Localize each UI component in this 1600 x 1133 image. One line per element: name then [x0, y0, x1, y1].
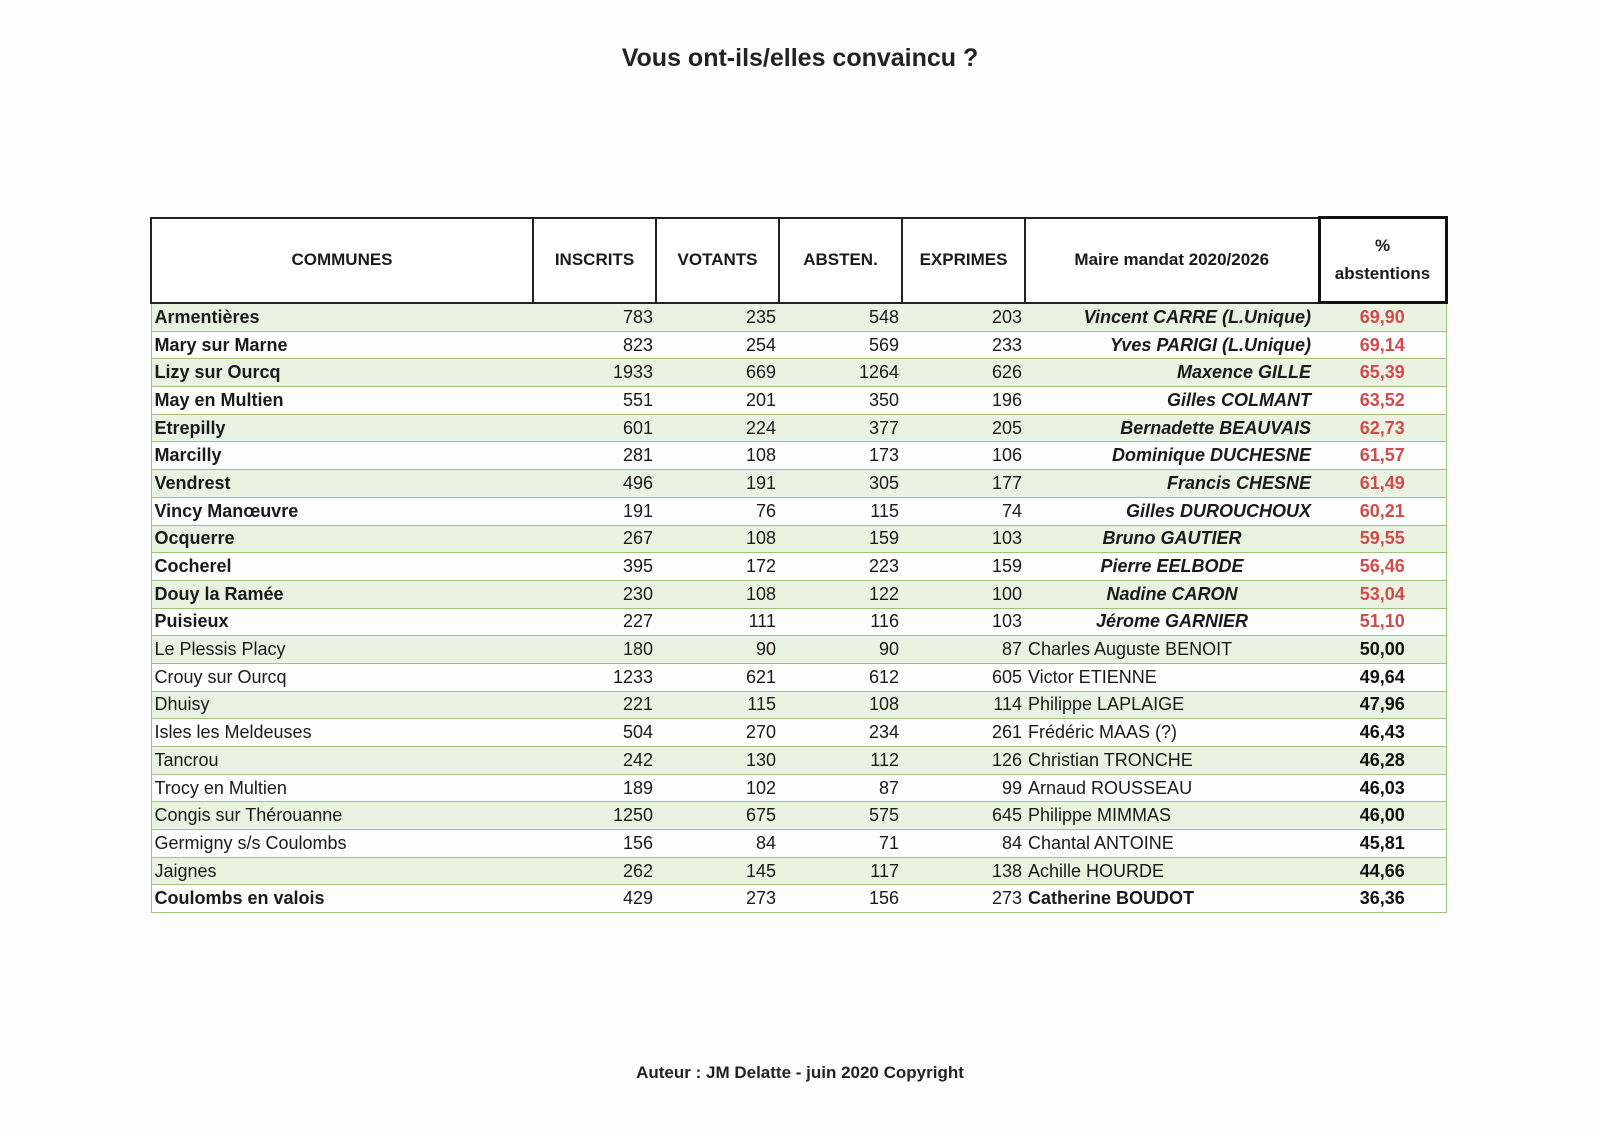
cell-inscrits: 230: [533, 580, 656, 608]
cell-maire: Philippe MIMMAS: [1025, 802, 1319, 830]
cell-exprimes: 103: [902, 525, 1025, 553]
cell-pct-abstentions: 61,49: [1319, 470, 1446, 498]
cell-commune: Mary sur Marne: [151, 331, 533, 359]
cell-maire: Frédéric MAAS (?): [1025, 719, 1319, 747]
cell-absten: 112: [779, 747, 902, 775]
cell-commune: May en Multien: [151, 387, 533, 415]
cell-absten: 115: [779, 497, 902, 525]
cell-maire: Pierre EELBODE: [1025, 553, 1319, 581]
cell-absten: 156: [779, 885, 902, 913]
cell-commune: Douy la Ramée: [151, 580, 533, 608]
page-title: Vous ont-ils/elles convaincu ?: [621, 44, 979, 72]
cell-pct-abstentions: 46,00: [1319, 802, 1446, 830]
cell-absten: 87: [779, 774, 902, 802]
table-row: [151, 663, 1446, 691]
cell-inscrits: 191: [533, 497, 656, 525]
cell-votants: 273: [656, 885, 779, 913]
cell-absten: 234: [779, 719, 902, 747]
cell-votants: 191: [656, 470, 779, 498]
header-exprimes: EXPRIMES: [902, 218, 1025, 303]
cell-commune: Vincy Manœuvre: [151, 497, 533, 525]
cell-pct-abstentions: 46,43: [1319, 719, 1446, 747]
table-row: [151, 802, 1446, 830]
cell-maire: Catherine BOUDOT: [1025, 885, 1319, 913]
cell-absten: 117: [779, 857, 902, 885]
cell-exprimes: 196: [902, 387, 1025, 415]
cell-commune: Coulombs en valois: [151, 885, 533, 913]
cell-exprimes: 205: [902, 414, 1025, 442]
cell-inscrits: 496: [533, 470, 656, 498]
cell-exprimes: 203: [902, 303, 1025, 332]
cell-votants: 102: [656, 774, 779, 802]
cell-maire: Dominique DUCHESNE: [1025, 442, 1319, 470]
cell-pct-abstentions: 63,52: [1319, 387, 1446, 415]
cell-absten: 223: [779, 553, 902, 581]
header-communes: COMMUNES: [151, 218, 533, 303]
table-row: [151, 359, 1446, 387]
cell-inscrits: 262: [533, 857, 656, 885]
cell-exprimes: 103: [902, 608, 1025, 636]
table-row: [151, 470, 1446, 498]
cell-pct-abstentions: 69,14: [1319, 331, 1446, 359]
cell-maire: Bernadette BEAUVAIS: [1025, 414, 1319, 442]
cell-pct-abstentions: 36,36: [1319, 885, 1446, 913]
cell-votants: 76: [656, 497, 779, 525]
table-row: [151, 580, 1446, 608]
cell-maire: Victor ETIENNE: [1025, 663, 1319, 691]
cell-commune: Dhuisy: [151, 691, 533, 719]
cell-votants: 108: [656, 442, 779, 470]
cell-exprimes: 273: [902, 885, 1025, 913]
cell-maire: Nadine CARON: [1025, 580, 1319, 608]
cell-commune: Armentières: [151, 303, 533, 332]
cell-votants: 270: [656, 719, 779, 747]
cell-exprimes: 114: [902, 691, 1025, 719]
cell-commune: Lizy sur Ourcq: [151, 359, 533, 387]
cell-pct-abstentions: 69,90: [1319, 303, 1446, 332]
cell-absten: 1264: [779, 359, 902, 387]
table-row: [151, 608, 1446, 636]
cell-pct-abstentions: 51,10: [1319, 608, 1446, 636]
cell-votants: 669: [656, 359, 779, 387]
cell-inscrits: 783: [533, 303, 656, 332]
table-row: [151, 691, 1446, 719]
results-table: [150, 216, 1448, 913]
cell-commune: Vendrest: [151, 470, 533, 498]
cell-votants: 108: [656, 580, 779, 608]
table-body: [151, 303, 1446, 913]
cell-exprimes: 261: [902, 719, 1025, 747]
cell-votants: 201: [656, 387, 779, 415]
cell-commune: Crouy sur Ourcq: [151, 663, 533, 691]
cell-votants: 90: [656, 636, 779, 664]
cell-maire: Christian TRONCHE: [1025, 747, 1319, 775]
cell-commune: Puisieux: [151, 608, 533, 636]
cell-votants: 84: [656, 830, 779, 858]
header-inscrits: INSCRITS: [533, 218, 656, 303]
cell-exprimes: 100: [902, 580, 1025, 608]
cell-absten: 575: [779, 802, 902, 830]
table-row: [151, 857, 1446, 885]
table-row: [151, 774, 1446, 802]
cell-pct-abstentions: 50,00: [1319, 636, 1446, 664]
cell-exprimes: 138: [902, 857, 1025, 885]
cell-votants: 115: [656, 691, 779, 719]
cell-inscrits: 1250: [533, 802, 656, 830]
cell-inscrits: 1233: [533, 663, 656, 691]
cell-commune: Ocquerre: [151, 525, 533, 553]
cell-maire: Chantal ANTOINE: [1025, 830, 1319, 858]
cell-absten: 159: [779, 525, 902, 553]
header-votants: VOTANTS: [656, 218, 779, 303]
cell-maire: Bruno GAUTIER: [1025, 525, 1319, 553]
table-row: [151, 719, 1446, 747]
footer-credit: Auteur : JM Delatte - juin 2020 Copyright: [636, 1063, 964, 1082]
table-row: [151, 636, 1446, 664]
cell-inscrits: 429: [533, 885, 656, 913]
header-pct-abstentions: [1319, 218, 1446, 303]
cell-maire: Maxence GILLE: [1025, 359, 1319, 387]
cell-pct-abstentions: 49,64: [1319, 663, 1446, 691]
cell-absten: 173: [779, 442, 902, 470]
cell-inscrits: 227: [533, 608, 656, 636]
header-absten: ABSTEN.: [779, 218, 902, 303]
cell-inscrits: 504: [533, 719, 656, 747]
cell-absten: 90: [779, 636, 902, 664]
cell-pct-abstentions: 62,73: [1319, 414, 1446, 442]
cell-inscrits: 281: [533, 442, 656, 470]
table-row: [151, 830, 1446, 858]
cell-votants: 235: [656, 303, 779, 332]
cell-maire: Gilles DUROUCHOUX: [1025, 497, 1319, 525]
cell-absten: 569: [779, 331, 902, 359]
cell-maire: Yves PARIGI (L.Unique): [1025, 331, 1319, 359]
cell-commune: Cocherel: [151, 553, 533, 581]
cell-pct-abstentions: 56,46: [1319, 553, 1446, 581]
cell-votants: 130: [656, 747, 779, 775]
cell-votants: 172: [656, 553, 779, 581]
table-header: [151, 218, 1446, 303]
cell-commune: Le Plessis Placy: [151, 636, 533, 664]
header-pct-label: abstentions: [1334, 264, 1431, 283]
cell-exprimes: 645: [902, 802, 1025, 830]
cell-commune: Etrepilly: [151, 414, 533, 442]
cell-maire: Achille HOURDE: [1025, 857, 1319, 885]
cell-inscrits: 221: [533, 691, 656, 719]
cell-exprimes: 99: [902, 774, 1025, 802]
cell-maire: Vincent CARRE (L.Unique): [1025, 303, 1319, 332]
header-pct-symbol: %: [1374, 236, 1391, 255]
table-row: [151, 303, 1446, 332]
cell-pct-abstentions: 45,81: [1319, 830, 1446, 858]
cell-inscrits: 1933: [533, 359, 656, 387]
cell-absten: 350: [779, 387, 902, 415]
cell-maire: Francis CHESNE: [1025, 470, 1319, 498]
cell-votants: 224: [656, 414, 779, 442]
cell-absten: 71: [779, 830, 902, 858]
cell-votants: 675: [656, 802, 779, 830]
cell-commune: Isles les Meldeuses: [151, 719, 533, 747]
cell-exprimes: 74: [902, 497, 1025, 525]
cell-inscrits: 395: [533, 553, 656, 581]
cell-inscrits: 242: [533, 747, 656, 775]
table-row: [151, 747, 1446, 775]
cell-commune: Trocy en Multien: [151, 774, 533, 802]
cell-votants: 145: [656, 857, 779, 885]
cell-votants: 621: [656, 663, 779, 691]
table-row: [151, 387, 1446, 415]
cell-commune: Marcilly: [151, 442, 533, 470]
table-row: [151, 497, 1446, 525]
cell-absten: 116: [779, 608, 902, 636]
cell-exprimes: 106: [902, 442, 1025, 470]
cell-inscrits: 823: [533, 331, 656, 359]
cell-pct-abstentions: 53,04: [1319, 580, 1446, 608]
table-row: [151, 525, 1446, 553]
cell-commune: Tancrou: [151, 747, 533, 775]
cell-exprimes: 177: [902, 470, 1025, 498]
cell-absten: 108: [779, 691, 902, 719]
cell-exprimes: 159: [902, 553, 1025, 581]
table-row: [151, 553, 1446, 581]
cell-absten: 377: [779, 414, 902, 442]
table-row: [151, 331, 1446, 359]
cell-maire: Charles Auguste BENOIT: [1025, 636, 1319, 664]
cell-pct-abstentions: 59,55: [1319, 525, 1446, 553]
cell-pct-abstentions: 61,57: [1319, 442, 1446, 470]
cell-maire: Jérome GARNIER: [1025, 608, 1319, 636]
cell-maire: Philippe LAPLAIGE: [1025, 691, 1319, 719]
cell-commune: Germigny s/s Coulombs: [151, 830, 533, 858]
cell-inscrits: 180: [533, 636, 656, 664]
cell-absten: 305: [779, 470, 902, 498]
cell-pct-abstentions: 65,39: [1319, 359, 1446, 387]
cell-maire: Gilles COLMANT: [1025, 387, 1319, 415]
cell-exprimes: 605: [902, 663, 1025, 691]
cell-absten: 612: [779, 663, 902, 691]
cell-inscrits: 551: [533, 387, 656, 415]
cell-pct-abstentions: 46,28: [1319, 747, 1446, 775]
cell-exprimes: 233: [902, 331, 1025, 359]
header-maire: Maire mandat 2020/2026: [1025, 218, 1319, 303]
table-row: [151, 442, 1446, 470]
cell-pct-abstentions: 46,03: [1319, 774, 1446, 802]
cell-inscrits: 601: [533, 414, 656, 442]
cell-pct-abstentions: 44,66: [1319, 857, 1446, 885]
cell-commune: Congis sur Thérouanne: [151, 802, 533, 830]
table-row: [151, 885, 1446, 913]
cell-inscrits: 267: [533, 525, 656, 553]
cell-exprimes: 126: [902, 747, 1025, 775]
cell-votants: 254: [656, 331, 779, 359]
cell-exprimes: 626: [902, 359, 1025, 387]
cell-votants: 108: [656, 525, 779, 553]
cell-commune: Jaignes: [151, 857, 533, 885]
cell-exprimes: 87: [902, 636, 1025, 664]
cell-absten: 548: [779, 303, 902, 332]
cell-inscrits: 156: [533, 830, 656, 858]
cell-inscrits: 189: [533, 774, 656, 802]
cell-pct-abstentions: 47,96: [1319, 691, 1446, 719]
cell-pct-abstentions: 60,21: [1319, 497, 1446, 525]
table-row: [151, 414, 1446, 442]
cell-maire: Arnaud ROUSSEAU: [1025, 774, 1319, 802]
cell-votants: 111: [656, 608, 779, 636]
cell-exprimes: 84: [902, 830, 1025, 858]
cell-absten: 122: [779, 580, 902, 608]
